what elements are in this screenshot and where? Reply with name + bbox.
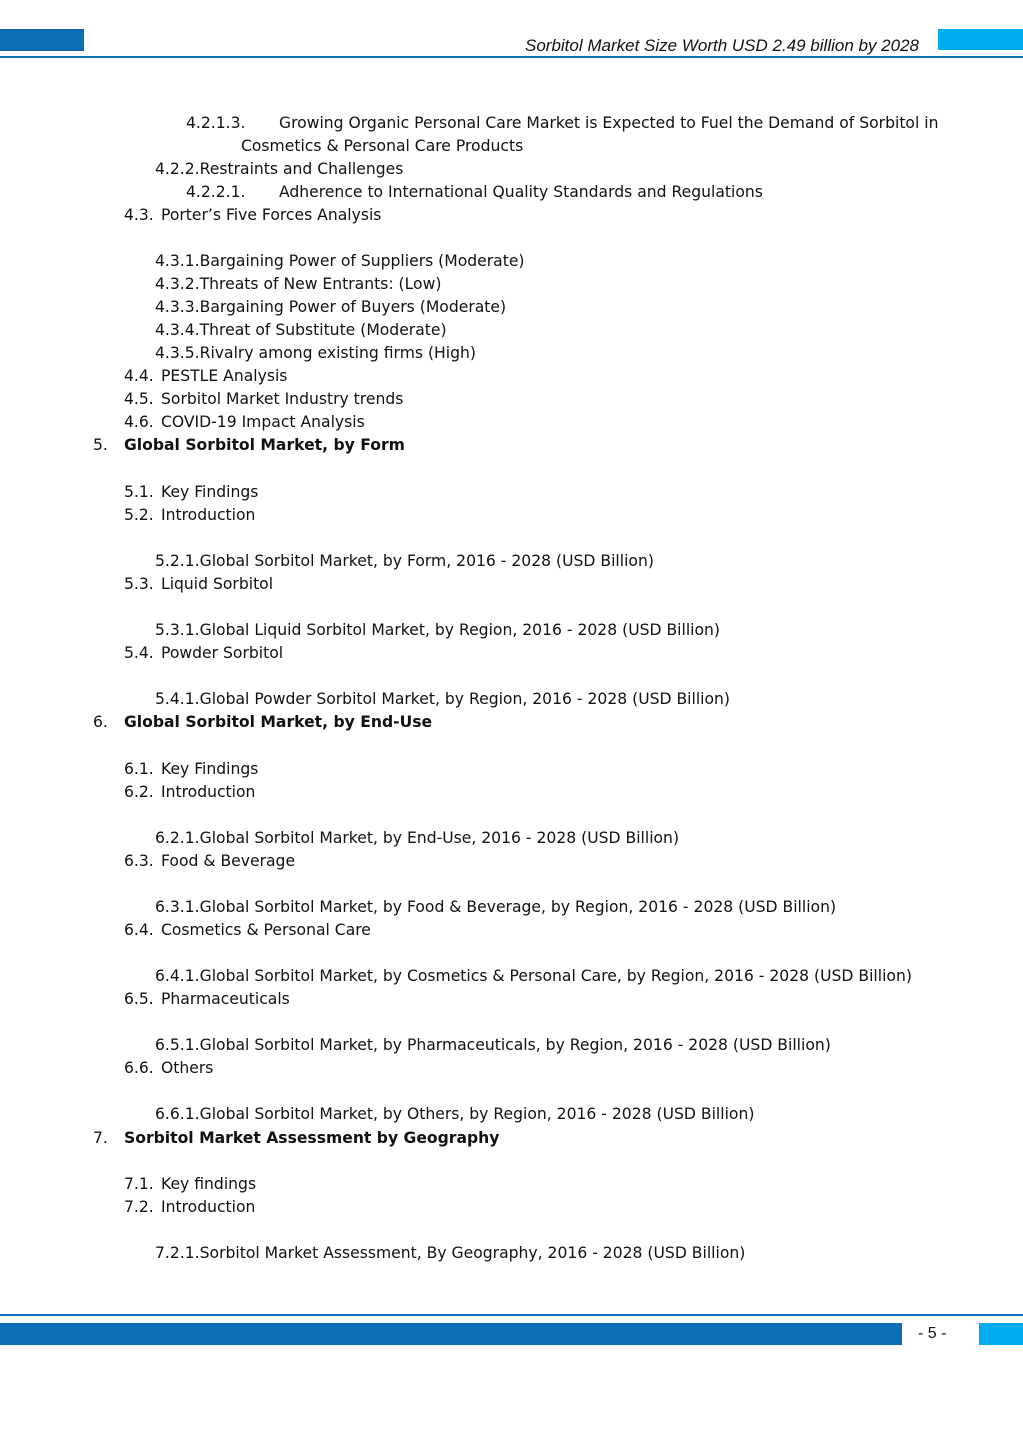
toc-entry-title: 4.3.5.Rivalry among existing firms (High): [155, 344, 476, 362]
header-right-bar: [938, 29, 1023, 50]
toc-entry-number: 4.4.: [124, 367, 154, 385]
document-title: Sorbitol Market Size Worth USD 2.49 billion by 2028: [524, 36, 919, 55]
toc-entry-number: 6.4.: [124, 921, 154, 939]
toc-entry-title: 4.3.3.Bargaining Power of Buyers (Moderate): [155, 298, 507, 316]
toc-entry-number: 6.5.: [124, 990, 154, 1008]
toc-entry-number: 4.2.2.1.: [186, 183, 246, 201]
toc-entry-number: 6.: [93, 713, 108, 731]
toc-entry-title: 7.2.1.Sorbitol Market Assessment, By Geography, 2016 - 2028 (USD Billion): [155, 1244, 746, 1262]
toc-entry-title: COVID-19 Impact Analysis: [161, 413, 365, 431]
toc-entry-title: 6.3.1.Global Sorbitol Market, by Food & Beverage, by Region, 2016 - 2028 (USD Billion): [155, 898, 837, 916]
toc-entry-title: PESTLE Analysis: [161, 367, 288, 385]
toc-entry-number: 7.2.: [124, 1198, 154, 1216]
toc-entry-title: Powder Sorbitol: [161, 644, 284, 662]
toc-entry-number: 5.1.: [124, 483, 154, 501]
toc-entry-number: 6.6.: [124, 1059, 154, 1077]
toc-entry-title: 6.2.1.Global Sorbitol Market, by End-Use, 2016 - 2028 (USD Billion): [155, 829, 680, 847]
toc-entry-title: 4.3.4.Threat of Substitute (Moderate): [155, 321, 447, 339]
toc-entry-title: Key Findings: [161, 760, 259, 778]
toc-entry-number: 6.2.: [124, 783, 154, 801]
footer-rule: [0, 1314, 1023, 1316]
toc-entry-title: 6.6.1.Global Sorbitol Market, by Others, by Region, 2016 - 2028 (USD Billion): [155, 1105, 755, 1123]
toc-entry-title: Food & Beverage: [161, 852, 296, 870]
header-rule: [0, 56, 1023, 58]
page-number: - 5 -: [918, 1325, 947, 1342]
toc-entry-number: 5.: [93, 436, 108, 454]
toc-entry-number: 6.1.: [124, 760, 154, 778]
toc-entry-title: Sorbitol Market Assessment by Geography: [124, 1129, 500, 1147]
toc-entry-title: Sorbitol Market Industry trends: [161, 390, 404, 408]
toc-entry-title: 5.3.1.Global Liquid Sorbitol Market, by Region, 2016 - 2028 (USD Billion): [155, 621, 721, 639]
toc-entry-title: Pharmaceuticals: [161, 990, 290, 1008]
toc-entry-number: 4.3.: [124, 206, 154, 224]
toc-entry-number: 5.4.: [124, 644, 154, 662]
toc-entry-number: 7.1.: [124, 1175, 154, 1193]
footer-bar: [0, 1323, 902, 1345]
toc-entry-title: Global Sorbitol Market, by End-Use: [124, 713, 433, 731]
toc-entry-title: Others: [161, 1059, 214, 1077]
header-left-bar: [0, 29, 84, 51]
toc-entry-title: Global Sorbitol Market, by Form: [124, 436, 405, 454]
toc-entry-title: 6.4.1.Global Sorbitol Market, by Cosmetics & Personal Care, by Region, 2016 - 2028 (USD Billion): [155, 967, 912, 985]
toc-entry-title: 4.3.2.Threats of New Entrants: (Low): [155, 275, 442, 293]
toc-entry-title: Introduction: [161, 783, 256, 801]
toc-entry-title: Key Findings: [161, 483, 259, 501]
footer-right-bar: [979, 1323, 1023, 1345]
toc-entry-number: 6.3.: [124, 852, 154, 870]
toc-entry-title: Adherence to International Quality Standards and Regulations: [279, 183, 763, 201]
toc-entry-number: 7.: [93, 1129, 108, 1147]
toc-entry-number: 5.2.: [124, 506, 154, 524]
toc-entry-title: Cosmetics & Personal Care Products: [241, 137, 524, 155]
toc-entry-title: Growing Organic Personal Care Market is Expected to Fuel the Demand of Sorbitol in: [279, 114, 939, 132]
toc-entry-title: Key findings: [161, 1175, 257, 1193]
toc-entry-title: Introduction: [161, 1198, 256, 1216]
toc-entry-number: 4.2.1.3.: [186, 114, 246, 132]
toc-entry-title: 6.5.1.Global Sorbitol Market, by Pharmaceuticals, by Region, 2016 - 2028 (USD Billion): [155, 1036, 831, 1054]
toc-entry-title: 4.2.2.Restraints and Challenges: [155, 160, 404, 178]
toc-entry-number: 5.3.: [124, 575, 154, 593]
toc-entry-number: 4.5.: [124, 390, 154, 408]
toc-entry-title: 5.2.1.Global Sorbitol Market, by Form, 2016 - 2028 (USD Billion): [155, 552, 654, 570]
toc-entry-title: Liquid Sorbitol: [161, 575, 274, 593]
toc-entry-title: Introduction: [161, 506, 256, 524]
toc-entry-number: 4.6.: [124, 413, 154, 431]
toc-entry-title: 5.4.1.Global Powder Sorbitol Market, by Region, 2016 - 2028 (USD Billion): [155, 690, 731, 708]
toc-entry-title: Cosmetics & Personal Care: [161, 921, 371, 939]
toc-entry-title: 4.3.1.Bargaining Power of Suppliers (Moderate): [155, 252, 525, 270]
toc-entry-title: Porter’s Five Forces Analysis: [161, 206, 382, 224]
